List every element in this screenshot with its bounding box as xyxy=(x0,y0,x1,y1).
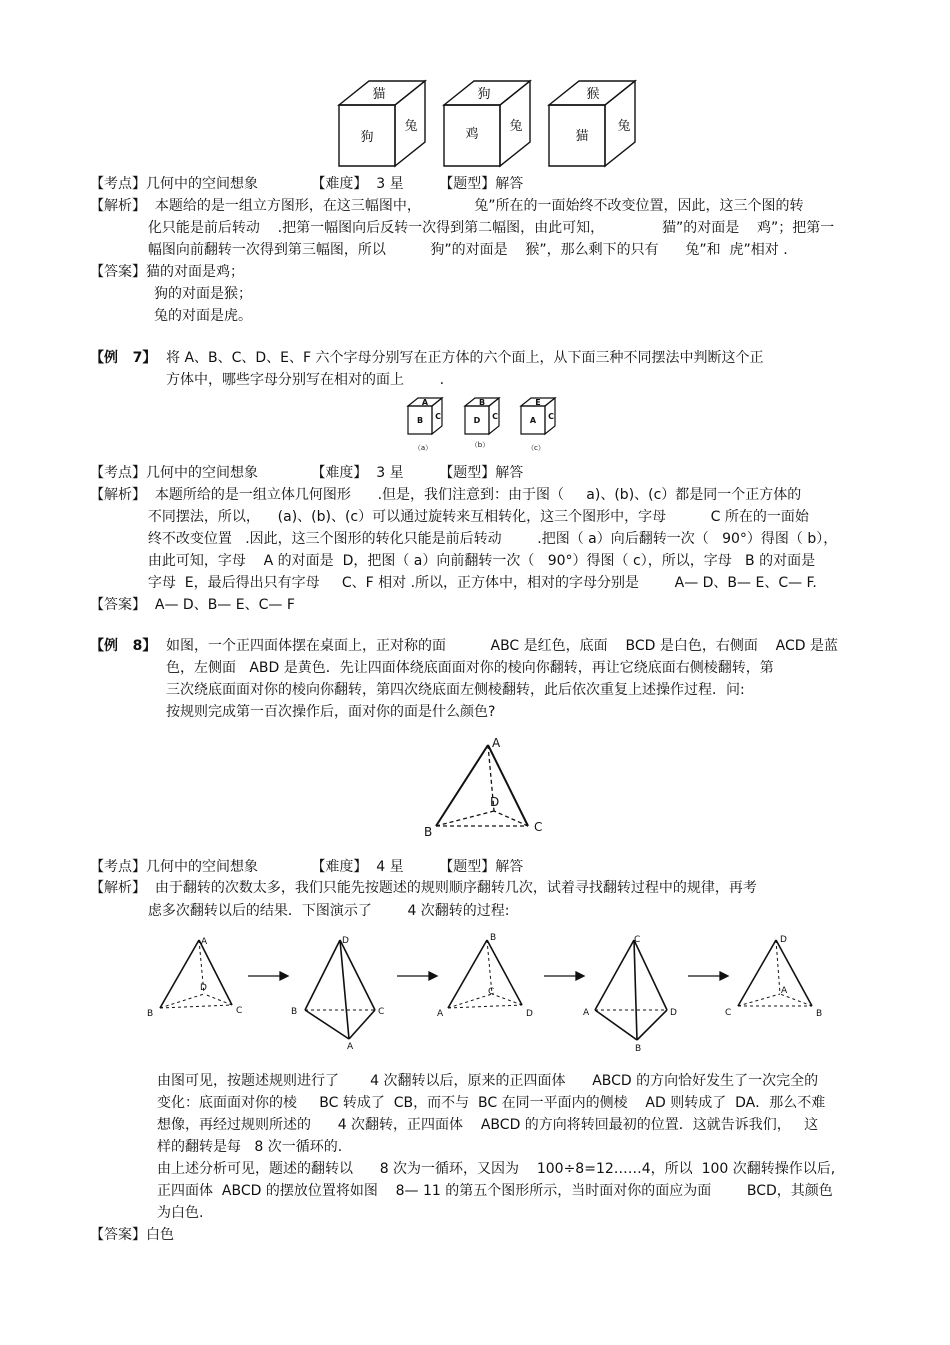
letter-cube-b xyxy=(463,396,507,454)
ex8-conclusion-6: 正四面体 ABCD 的摆放位置将如图 8— 11 的第五个图形所示，当时面对你的面应为面 BCD，其颜色 xyxy=(157,1183,833,1199)
ex6-meta: 【考点】几何中的空间想象 【难度】 3 星 【题型】解答 xyxy=(90,176,524,192)
cube-c-top: E xyxy=(535,398,541,407)
svg-text:D: D xyxy=(526,1009,533,1019)
ex7-analysis-3: 终不改变位置 .因此，这三个图形的转化只能是前后转动 .把图（ a）向后翻转一次（ 90°）得图（ b）， xyxy=(90,531,838,547)
ex7-title-1: 将 A、B、C、D、E、F 六个字母分别写在正方体的六个面上，从下面三种不同摆法中判断这个正 xyxy=(166,350,764,366)
cube-b-right: C xyxy=(492,412,498,421)
ex8-conclusion-2: 变化：底面面对你的棱 BC 转成了 CB，而不与 BC 在同一平面内的侧棱 AD 则转成了 DA．那么不难 xyxy=(157,1095,826,1111)
arrow-3 xyxy=(544,972,584,980)
svg-text:B: B xyxy=(635,1044,642,1054)
arrow-4 xyxy=(688,972,728,980)
cube-a-right: C xyxy=(435,412,441,421)
arrow-1 xyxy=(248,972,288,980)
seq-fig-1 xyxy=(147,937,242,1019)
svg-text:A: A xyxy=(347,1042,354,1052)
svg-text:A: A xyxy=(201,937,208,947)
svg-text:C: C xyxy=(378,1007,385,1017)
cube-a-caption: （a） xyxy=(413,444,433,452)
ex8-conclusion-1: 由图可见，按题述规则进行了 4 次翻转以后，原来的正四面体 ABCD 的方向恰好发生了一次完全的 xyxy=(157,1073,819,1089)
svg-text:D: D xyxy=(670,1008,677,1018)
cube1-front-label: 狗 xyxy=(360,130,374,145)
svg-text:A: A xyxy=(781,986,788,996)
ex6-analysis-1: 【解析】 本题给的是一组立方图形，在这三幅图中， 兔”所在的一面始终不改变位置，因此，这三个图的转 xyxy=(90,198,804,214)
ex7-analysis-1: 【解析】 本题所给的是一组立体几何图形 .但是，我们注意到：由于图（ a)、(b)、(c）都是同一个正方体的 xyxy=(90,487,802,503)
letter-cube-c xyxy=(519,396,563,454)
seq-fig-3 xyxy=(437,933,533,1019)
ex6-analysis-2: 化只能是前后转动 .把第一幅图向后反转一次得到第二幅图，由此可知， 猫”的对面是 鸡”；把第一 xyxy=(90,220,835,236)
svg-text:B: B xyxy=(291,1007,298,1017)
cube1-top-label: 猫 xyxy=(372,87,386,102)
cube1-right-label: 兔 xyxy=(404,119,418,134)
ex8-answer: 【答案】白色 xyxy=(90,1227,174,1243)
ex6-analysis-3: 幅图向前翻转一次得到第三幅图，所以 狗”的对面是 猴”，那么剩下的只有 兔”和 虎”相对 . xyxy=(90,242,788,258)
cube3-front-label: 猫 xyxy=(575,129,589,144)
ex8-title-2: 色，左侧面 ABD 是黄色．先让四面体绕底面面对你的棱向你翻转，再让它绕底面右侧棱翻转，第 xyxy=(166,660,774,676)
svg-text:B: B xyxy=(147,1009,154,1019)
ex7-answer: 【答案】 A— D、B— E、C— F xyxy=(90,597,295,613)
ex8-analysis-1: 【解析】 由于翻转的次数太多，我们只能先按题述的规则顺序翻转几次，试着寻找翻转过程中的规律，再考 xyxy=(90,880,757,896)
ex8-title-1: 如图，一个正四面体摆在桌面上，正对称的面 ABC 是红色，底面 BCD 是白色，右侧面 ACD 是蓝 xyxy=(166,638,838,654)
seq-fig-2 xyxy=(291,936,384,1052)
ex7-analysis-2: 不同摆法，所以， (a)、(b)、(c）可以通过旋转来互相转化，这三个图形中，字母 C 所在的一面始 xyxy=(90,509,809,525)
cube2-top-label: 狗 xyxy=(477,87,491,102)
letter-cube-a xyxy=(406,396,450,454)
ex8-conclusion-7: 为白色. xyxy=(157,1205,204,1221)
cube3-top-label: 猴 xyxy=(586,87,600,102)
ex6-answer-2: 狗的对面是猴； xyxy=(154,286,252,302)
vertex-b-label: B xyxy=(424,825,433,839)
ex8-conclusion-4: 样的翻转是每 8 次一循环的. xyxy=(157,1139,343,1155)
svg-text:C: C xyxy=(488,987,495,997)
ex8-conclusion-5: 由上述分析可见，题述的翻转以 8 次为一循环，又因为 100÷8=12……4，所以 100 次翻转操作以后, xyxy=(157,1161,836,1177)
cube-a-top: A xyxy=(421,398,429,407)
cube-c-right: C xyxy=(548,412,554,421)
vertex-d-label: D xyxy=(490,795,500,809)
seq-fig-4 xyxy=(583,935,677,1054)
cube-c-front: A xyxy=(529,416,537,425)
svg-text:C: C xyxy=(725,1008,732,1018)
ex7-meta: 【考点】几何中的空间想象 【难度】 3 星 【题型】解答 xyxy=(90,465,524,481)
ex7-analysis-4: 由此可知，字母 A 的对面是 D，把图（ a）向前翻转一次（ 90°）得图（ c），所以，字母 B 的对面是 xyxy=(90,553,816,569)
ex8-title-3: 三次绕底面面对你的棱向你翻转，第四次绕底面左侧棱翻转，此后依次重复上述操作过程．问: xyxy=(166,682,745,698)
animal-cube-1 xyxy=(336,78,436,170)
svg-text:D: D xyxy=(200,983,207,993)
animal-cube-2 xyxy=(441,78,541,170)
cube2-front-label: 鸡 xyxy=(465,127,479,142)
vertex-a-label: A xyxy=(492,736,501,750)
svg-text:A: A xyxy=(437,1009,444,1019)
ex8-title-4: 按规则完成第一百次操作后，面对你的面是什么颜色? xyxy=(166,704,496,720)
ex8-analysis-2: 虑多次翻转以后的结果．下图演示了 4 次翻转的过程: xyxy=(90,903,510,919)
animal-cube-3 xyxy=(546,78,646,170)
ex8-conclusion-3: 想像，再经过规则所述的 4 次翻转，正四面体 ABCD 的方向将转回最初的位置．这就告诉我们， 这 xyxy=(157,1117,819,1133)
cube-b-front: D xyxy=(473,416,481,425)
svg-text:D: D xyxy=(342,936,349,946)
seq-fig-5 xyxy=(725,935,822,1019)
svg-text:C: C xyxy=(236,1006,243,1016)
svg-text:C: C xyxy=(634,935,641,945)
cube-c-caption: （c） xyxy=(527,444,545,452)
tetrahedron-figure xyxy=(420,733,550,843)
cube-b-top: B xyxy=(478,398,486,407)
svg-text:B: B xyxy=(490,933,497,943)
vertex-c-label: C xyxy=(534,820,543,834)
svg-text:D: D xyxy=(780,935,787,945)
arrow-2 xyxy=(397,972,437,980)
ex8-meta: 【考点】几何中的空间想象 【难度】 4 星 【题型】解答 xyxy=(90,859,524,875)
ex6-answer-1: 【答案】猫的对面是鸡； xyxy=(90,264,244,280)
ex7-label: 【例 7】 xyxy=(90,350,157,366)
ex7-analysis-5: 字母 E，最后得出只有字母 C、F 相对 .所以，正方体中，相对的字母分别是 A— D、B— E、C— F. xyxy=(90,575,817,591)
cube-a-front: B xyxy=(416,416,424,425)
cube2-right-label: 兔 xyxy=(509,119,523,134)
cube3-right-label: 兔 xyxy=(617,119,631,134)
svg-text:A: A xyxy=(583,1008,590,1018)
flip-sequence xyxy=(140,928,823,1058)
cube-b-caption: （b） xyxy=(470,441,490,449)
svg-text:B: B xyxy=(816,1009,823,1019)
ex6-answer-3: 兔的对面是虎。 xyxy=(154,308,252,324)
ex8-label: 【例 8】 xyxy=(90,638,157,654)
ex7-title-2: 方体中，哪些字母分别写在相对的面上 . xyxy=(166,372,445,388)
